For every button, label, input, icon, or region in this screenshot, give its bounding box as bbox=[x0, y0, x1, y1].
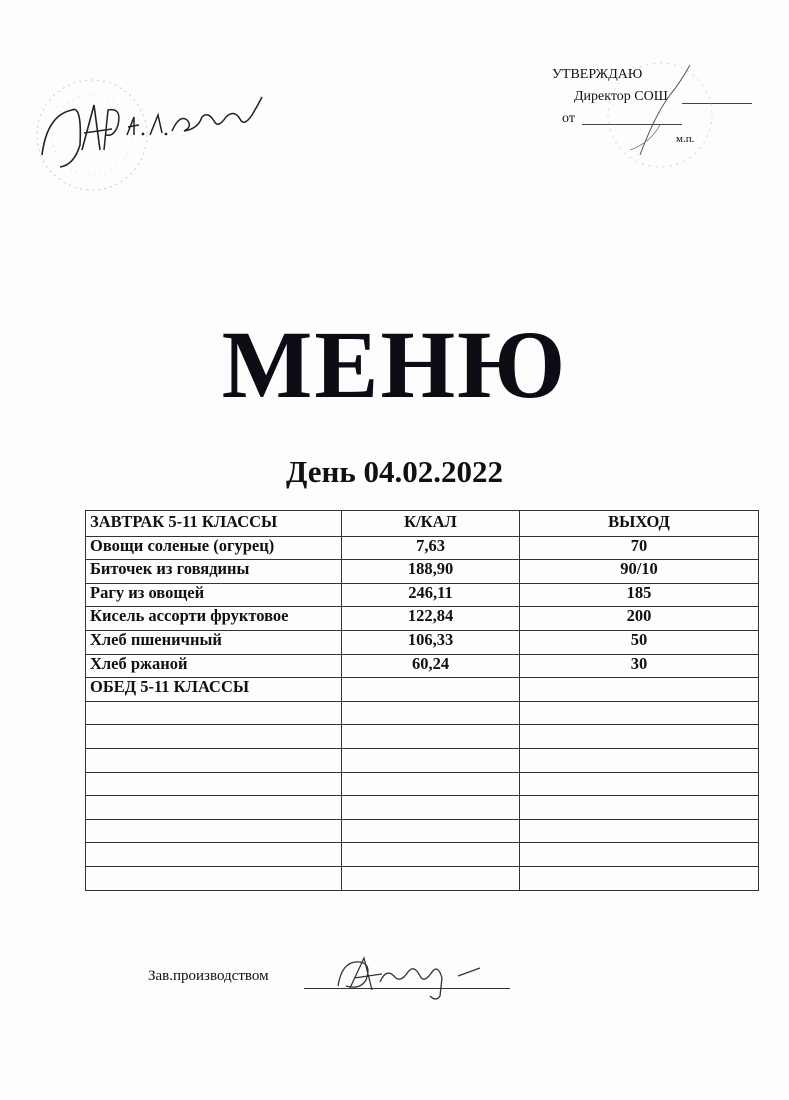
dish-kcal: 60,24 bbox=[342, 654, 520, 678]
signature-bottom bbox=[320, 946, 490, 1006]
dish-output bbox=[520, 748, 759, 772]
dish-name: Рагу из овощей bbox=[86, 583, 342, 607]
table-row bbox=[86, 654, 759, 678]
dish-name bbox=[86, 843, 342, 867]
dish-output bbox=[520, 866, 759, 890]
dish-output: 200 bbox=[520, 607, 759, 631]
table-header-row bbox=[86, 511, 759, 537]
table-row bbox=[86, 748, 759, 772]
approval-date-prefix: от bbox=[562, 111, 575, 126]
table-row bbox=[86, 560, 759, 584]
dish-name bbox=[86, 819, 342, 843]
approval-stamp-place: м.п. bbox=[676, 133, 695, 145]
approval-date-line bbox=[582, 124, 682, 125]
table-row bbox=[86, 607, 759, 631]
dish-output: 70 bbox=[520, 536, 759, 560]
dish-output bbox=[520, 843, 759, 867]
dish-kcal bbox=[342, 772, 520, 796]
menu-table bbox=[85, 510, 759, 891]
dish-name bbox=[86, 725, 342, 749]
table-section-row bbox=[86, 678, 759, 702]
dish-kcal bbox=[342, 678, 520, 702]
footer-label: Зав.производством bbox=[148, 968, 269, 984]
dish-kcal bbox=[342, 843, 520, 867]
section-name: ОБЕД 5-11 КЛАССЫ bbox=[86, 678, 342, 702]
dish-kcal: 246,11 bbox=[342, 583, 520, 607]
dish-kcal: 122,84 bbox=[342, 607, 520, 631]
page-date: День 04.02.2022 bbox=[286, 454, 503, 489]
dish-name: Биточек из говядины bbox=[86, 560, 342, 584]
dish-output bbox=[520, 725, 759, 749]
header-cell-output: ВЫХОД bbox=[520, 511, 759, 537]
dish-name: Овощи соленые (огурец) bbox=[86, 536, 342, 560]
approval-position: Директор СОШ bbox=[574, 89, 668, 104]
dish-name: Кисель ассорти фруктовое bbox=[86, 607, 342, 631]
dish-kcal bbox=[342, 725, 520, 749]
dish-kcal bbox=[342, 701, 520, 725]
signature-top-left bbox=[22, 55, 272, 195]
table-row bbox=[86, 819, 759, 843]
dish-output bbox=[520, 701, 759, 725]
dish-output bbox=[520, 796, 759, 820]
approval-signature-line bbox=[682, 103, 752, 104]
dish-kcal: 188,90 bbox=[342, 560, 520, 584]
dish-kcal bbox=[342, 866, 520, 890]
table-row bbox=[86, 701, 759, 725]
dish-kcal: 106,33 bbox=[342, 630, 520, 654]
dish-name bbox=[86, 701, 342, 725]
table-row bbox=[86, 866, 759, 890]
table-row bbox=[86, 843, 759, 867]
dish-name bbox=[86, 748, 342, 772]
header-cell-section: ЗАВТРАК 5-11 КЛАССЫ bbox=[86, 511, 342, 537]
dish-output: 90/10 bbox=[520, 560, 759, 584]
dish-name: Хлеб ржаной bbox=[86, 654, 342, 678]
dish-output: 30 bbox=[520, 654, 759, 678]
table-row bbox=[86, 583, 759, 607]
dish-output: 185 bbox=[520, 583, 759, 607]
dish-name bbox=[86, 796, 342, 820]
header-cell-kcal: К/КАЛ bbox=[342, 511, 520, 537]
dish-kcal bbox=[342, 796, 520, 820]
table-row bbox=[86, 796, 759, 820]
dish-output bbox=[520, 772, 759, 796]
dish-kcal: 7,63 bbox=[342, 536, 520, 560]
dish-output: 50 bbox=[520, 630, 759, 654]
table-row bbox=[86, 725, 759, 749]
dish-kcal bbox=[342, 819, 520, 843]
dish-name bbox=[86, 772, 342, 796]
table-row bbox=[86, 772, 759, 796]
table-row bbox=[86, 536, 759, 560]
dish-kcal bbox=[342, 748, 520, 772]
dish-name bbox=[86, 866, 342, 890]
page-title: МЕНЮ bbox=[221, 311, 568, 418]
dish-output bbox=[520, 819, 759, 843]
dish-name: Хлеб пшеничный bbox=[86, 630, 342, 654]
approval-heading: УТВЕРЖДАЮ bbox=[552, 67, 643, 82]
dish-output bbox=[520, 678, 759, 702]
table-row bbox=[86, 630, 759, 654]
